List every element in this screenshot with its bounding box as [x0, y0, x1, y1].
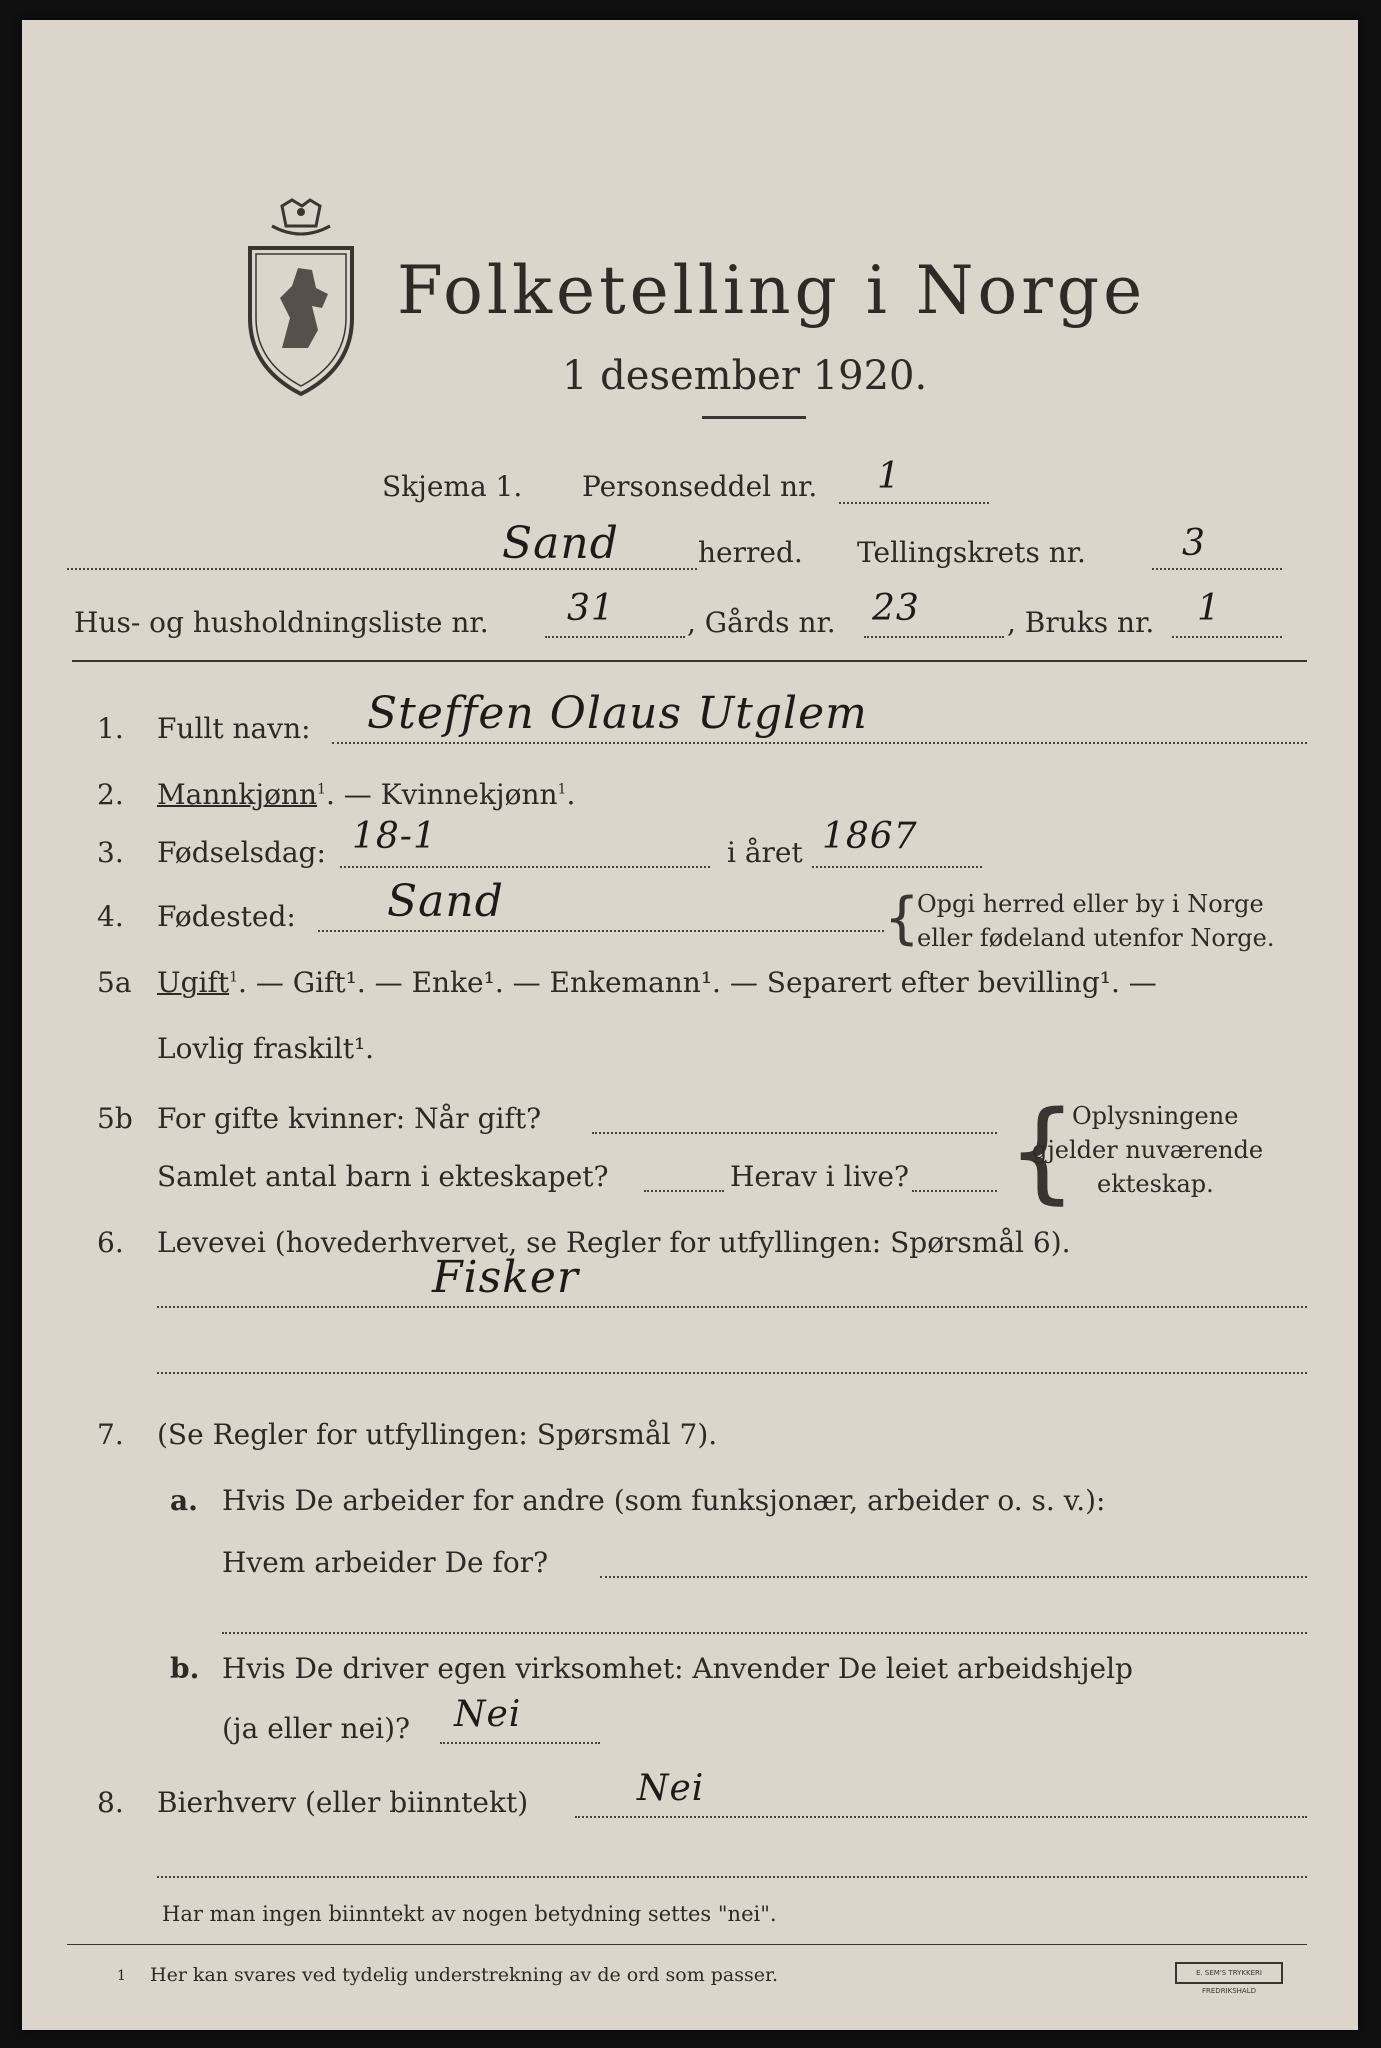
q6-label: Levevei (hovederhvervet, se Regler for utfyllingen: Spørsmål 6). — [157, 1226, 1071, 1259]
q5a-other-options: . — Gift¹. — Enke¹. — Enkemann¹. — Separert efter bevilling¹. — — [238, 966, 1157, 999]
q7b-value: Nei — [454, 1694, 522, 1735]
q3-year-line — [812, 866, 982, 868]
q2-kvinnekjonn: . — Kvinnekjønn — [325, 778, 558, 811]
q1-label: Fullt navn: — [157, 712, 311, 745]
footer-divider — [67, 1944, 1307, 1945]
q2-number: 2. — [97, 778, 124, 811]
q6-line2 — [157, 1372, 1307, 1374]
q6-occupation-value: Fisker — [432, 1252, 579, 1303]
q5b-label-married: For gifte kvinner: Når gift? — [157, 1102, 542, 1135]
q4-line — [318, 930, 884, 932]
skjema-label: Skjema 1. — [382, 470, 523, 503]
q6-number: 6. — [97, 1226, 124, 1259]
q7a-label2: Hvem arbeider De for? — [222, 1546, 549, 1579]
q7b-label1: Hvis De driver egen virksomhet: Anvender De leiet arbeidshjelp — [222, 1652, 1133, 1685]
gards-value: 23 — [872, 588, 920, 629]
title-divider — [702, 416, 806, 419]
q5b-note-line1: Oplysningene — [1072, 1102, 1239, 1130]
norwegian-coat-of-arms-icon — [242, 198, 360, 398]
header-divider — [72, 660, 1307, 662]
q5b-alive-line — [912, 1190, 997, 1192]
q7b-label2: (ja eller nei)? — [222, 1712, 411, 1745]
q3-number: 3. — [97, 836, 124, 869]
form-title: Folketelling i Norge — [397, 252, 1147, 329]
q8-line — [575, 1816, 1307, 1818]
q7a-label1: Hvis De arbeider for andre (som funksjonær, arbeider o. s. v.): — [222, 1484, 1106, 1517]
q5a-number: 5a — [97, 966, 132, 999]
q5b-children-line — [644, 1190, 724, 1192]
hus-value: 31 — [567, 588, 615, 629]
q4-label: Fødested: — [157, 900, 296, 933]
q7a-line1 — [600, 1576, 1307, 1578]
census-date: 1 desember 1920. — [562, 353, 928, 399]
bottom-line — [157, 1876, 1307, 1878]
q7a-line2 — [222, 1632, 1307, 1634]
q3-birthday-value: 18-1 — [352, 816, 437, 857]
q7b-line — [440, 1742, 600, 1744]
q4-number: 4. — [97, 900, 124, 933]
census-form-page — [22, 20, 1358, 2030]
bruks-value: 1 — [1197, 588, 1221, 629]
q2-end: . — [566, 778, 576, 811]
q5b-note-line3: ekteskap. — [1097, 1170, 1214, 1198]
hus-line — [545, 636, 685, 638]
bruks-line — [1172, 636, 1282, 638]
herred-value: Sand — [502, 518, 619, 569]
q1-number: 1. — [97, 712, 124, 745]
personseddel-line — [839, 502, 989, 504]
q5a-ugift-selected: Ugift — [157, 966, 230, 999]
q5b-note-line2: gjelder nuværende — [1032, 1136, 1264, 1164]
q7a-letter: a. — [170, 1484, 198, 1517]
footnote-text: Her kan svares ved tydelig understrekning av de ord som passer. — [150, 1964, 779, 1986]
q7-number: 7. — [97, 1418, 124, 1451]
personseddel-value: 1 — [877, 456, 901, 497]
q1-line — [332, 742, 1307, 744]
q8-number: 8. — [97, 1786, 124, 1819]
q5b-label-children: Samlet antal barn i ekteskapet? — [157, 1160, 609, 1193]
q4-note-line1: Opgi herred eller by i Norge — [917, 890, 1264, 918]
q5a-line2: Lovlig fraskilt¹. — [157, 1032, 375, 1065]
q3-label: Fødselsdag: — [157, 836, 326, 869]
q4-birthplace-value: Sand — [387, 876, 504, 927]
q6-line1 — [157, 1306, 1307, 1308]
q3-day-line — [340, 866, 710, 868]
printer-stamp: E. SEM'S TRYKKERI FREDRIKSHALD — [1175, 1962, 1283, 1984]
q3-year-label: i året — [727, 836, 803, 869]
q4-brace: { — [884, 886, 920, 951]
tellingskrets-value: 3 — [1182, 523, 1206, 564]
herred-label: herred. — [698, 536, 803, 569]
footer-note: Har man ingen biinntekt av nogen betydning settes "nei". — [162, 1902, 777, 1926]
q7-label: (Se Regler for utfyllingen: Spørsmål 7). — [157, 1418, 718, 1451]
bruks-label: , Bruks nr. — [1007, 606, 1155, 639]
q4-note-line2: eller fødeland utenfor Norge. — [917, 924, 1275, 952]
personseddel-label: Personseddel nr. — [582, 470, 818, 503]
tellingskrets-label: Tellingskrets nr. — [857, 536, 1086, 569]
q5b-label-alive: Herav i live? — [730, 1160, 909, 1193]
q5b-married-line — [592, 1132, 997, 1134]
q5a-marital-options: Ugift$^1$. — Gift¹. — Enke¹. — Enkemann¹. — Separert efter bevilling¹. — — [157, 966, 1157, 999]
gards-line — [864, 636, 1004, 638]
q7b-letter: b. — [170, 1652, 200, 1685]
q2-gender-options: Mannkjønn$^1$. — Kvinnekjønn$^1$. — [157, 778, 576, 811]
q1-full-name-value: Steffen Olaus Utglem — [367, 688, 868, 739]
hus-label: Hus- og husholdningsliste nr. — [74, 606, 489, 639]
q8-value: Nei — [637, 1768, 705, 1809]
q2-mannkjonn-selected: Mannkjønn — [157, 778, 318, 811]
footnote-number: 1 — [117, 1968, 126, 1984]
q5b-brace: { — [1007, 1087, 1077, 1215]
gards-label: , Gårds nr. — [687, 606, 836, 639]
q8-label: Bierhverv (eller biinntekt) — [157, 1786, 529, 1819]
tellingskrets-line — [1152, 568, 1282, 570]
q3-year-value: 1867 — [822, 816, 918, 857]
q5b-number: 5b — [97, 1102, 133, 1135]
